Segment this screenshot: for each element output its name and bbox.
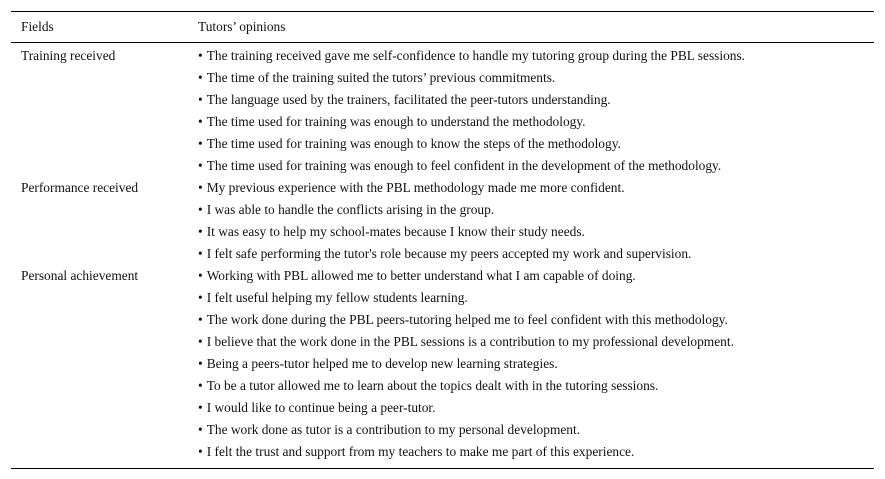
opinion-cell xyxy=(188,199,874,221)
opinion-text: The work done as tutor is a contribution to my personal development. xyxy=(206,422,581,437)
table-row xyxy=(11,353,874,375)
opinion-cell xyxy=(188,397,874,419)
bullet-icon: • xyxy=(198,290,203,305)
opinion-text: The time used for training was enough to feel confident in the development of the methodology. xyxy=(206,158,722,173)
table-row xyxy=(11,43,874,68)
bullet-icon: • xyxy=(198,356,203,371)
opinion-cell xyxy=(188,265,874,287)
bullet-icon: • xyxy=(198,180,203,195)
opinion-text: Being a peers-tutor helped me to develop new learning strategies. xyxy=(206,356,558,371)
table-row xyxy=(11,199,874,221)
field-cell-empty xyxy=(11,353,188,375)
table-row xyxy=(11,155,874,177)
bullet-icon: • xyxy=(198,246,203,261)
opinion-text: The time of the training suited the tutors’ previous commitments. xyxy=(206,70,556,85)
field-cell-empty xyxy=(11,419,188,441)
opinion-cell xyxy=(188,133,874,155)
field-cell-empty xyxy=(11,199,188,221)
bullet-icon: • xyxy=(198,400,203,415)
opinion-text: The work done during the PBL peers-tutoring helped me to feel confident with this methodology. xyxy=(206,312,728,327)
table-row xyxy=(11,111,874,133)
bullet-icon: • xyxy=(198,136,203,151)
table-row xyxy=(11,309,874,331)
field-cell-empty xyxy=(11,67,188,89)
table-row xyxy=(11,89,874,111)
opinion-text: Working with PBL allowed me to better understand what I am capable of doing. xyxy=(206,268,636,283)
opinion-cell xyxy=(188,243,874,265)
header-row xyxy=(11,12,874,43)
opinion-cell xyxy=(188,419,874,441)
opinion-cell xyxy=(188,441,874,469)
header-tutors-opinions: Tutors’ opinions xyxy=(198,19,286,34)
bullet-icon: • xyxy=(198,48,203,63)
bullet-icon: • xyxy=(198,444,203,459)
bullet-icon: • xyxy=(198,224,203,239)
table-row xyxy=(11,221,874,243)
field-label: Personal achievement xyxy=(21,268,139,283)
opinion-text: I felt the trust and support from my teachers to make me part of this experience. xyxy=(206,444,635,459)
table-row xyxy=(11,397,874,419)
opinion-text: I would like to continue being a peer-tutor. xyxy=(206,400,436,415)
field-cell-empty xyxy=(11,133,188,155)
opinion-text: My previous experience with the PBL methodology made me more confident. xyxy=(206,180,625,195)
field-label: Performance received xyxy=(21,180,139,195)
opinion-cell xyxy=(188,111,874,133)
opinion-text: I felt useful helping my fellow students learning. xyxy=(206,290,468,305)
tutors-opinions-table xyxy=(11,11,874,469)
field-cell-empty xyxy=(11,243,188,265)
bullet-icon: • xyxy=(198,158,203,173)
bullet-icon: • xyxy=(198,378,203,393)
field-cell-empty xyxy=(11,111,188,133)
bullet-icon: • xyxy=(198,422,203,437)
table-row xyxy=(11,287,874,309)
table-row xyxy=(11,419,874,441)
opinion-cell xyxy=(188,375,874,397)
table-row xyxy=(11,243,874,265)
table-row xyxy=(11,265,874,287)
opinion-text: I believe that the work done in the PBL sessions is a contribution to my professional development. xyxy=(206,334,734,349)
opinion-text: To be a tutor allowed me to learn about the topics dealt with in the tutoring sessions. xyxy=(206,378,659,393)
opinion-cell xyxy=(188,309,874,331)
field-cell-empty xyxy=(11,89,188,111)
bullet-icon: • xyxy=(198,70,203,85)
bullet-icon: • xyxy=(198,114,203,129)
opinion-text: I was able to handle the conflicts arising in the group. xyxy=(206,202,495,217)
bullet-icon: • xyxy=(198,312,203,327)
opinion-cell xyxy=(188,155,874,177)
opinion-text: The time used for training was enough to know the steps of the methodology. xyxy=(206,136,621,151)
bullet-icon: • xyxy=(198,202,203,217)
field-cell-empty xyxy=(11,221,188,243)
field-cell-empty xyxy=(11,155,188,177)
opinion-text: The time used for training was enough to understand the methodology. xyxy=(206,114,586,129)
field-cell-empty xyxy=(11,375,188,397)
field-cell-empty xyxy=(11,441,188,469)
table-row xyxy=(11,375,874,397)
opinion-text: The language used by the trainers, facilitated the peer-tutors understanding. xyxy=(206,92,611,107)
table-header xyxy=(11,12,874,43)
opinion-cell xyxy=(188,221,874,243)
opinion-cell xyxy=(188,331,874,353)
field-cell-empty xyxy=(11,331,188,353)
field-label: Training received xyxy=(21,48,116,63)
opinion-text: It was easy to help my school-mates because I know their study needs. xyxy=(206,224,585,239)
table-body xyxy=(11,43,874,469)
table-row xyxy=(11,67,874,89)
opinion-cell xyxy=(188,353,874,375)
bullet-icon: • xyxy=(198,334,203,349)
table-row xyxy=(11,133,874,155)
opinion-text: The training received gave me self-confidence to handle my tutoring group during the PBL sessions. xyxy=(206,48,746,63)
field-cell-empty xyxy=(11,287,188,309)
opinion-cell xyxy=(188,89,874,111)
opinions-table-container xyxy=(11,11,874,469)
opinion-cell xyxy=(188,287,874,309)
bullet-icon: • xyxy=(198,92,203,107)
opinion-cell xyxy=(188,43,874,68)
opinion-cell xyxy=(188,177,874,199)
header-fields: Fields xyxy=(21,19,54,34)
field-cell-empty xyxy=(11,309,188,331)
table-row xyxy=(11,331,874,353)
opinion-text: I felt safe performing the tutor's role because my peers accepted my work and supervision. xyxy=(206,246,692,261)
table-row xyxy=(11,441,874,469)
field-cell-empty xyxy=(11,397,188,419)
opinion-cell xyxy=(188,67,874,89)
bullet-icon: • xyxy=(198,268,203,283)
table-row xyxy=(11,177,874,199)
